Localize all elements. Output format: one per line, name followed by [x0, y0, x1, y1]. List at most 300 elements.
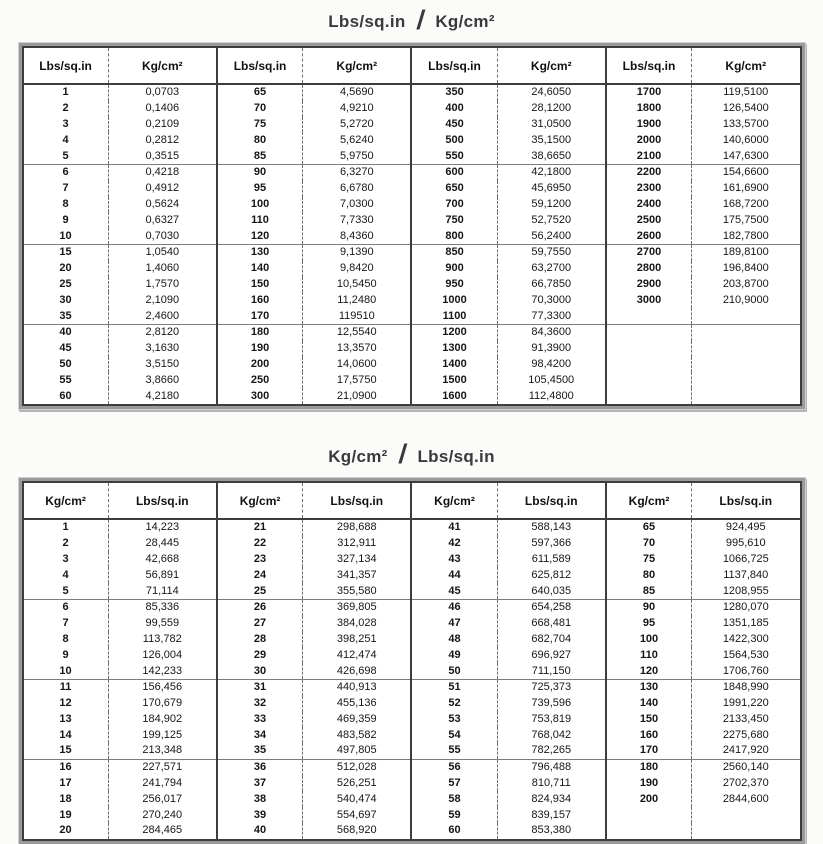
- source-value-cell: 7: [23, 181, 109, 197]
- table-row: [23, 132, 801, 148]
- converted-value-cell: 1280,070: [722, 601, 769, 614]
- converted-value-cell: 241,794: [108, 776, 217, 792]
- converted-value-cell: 126,5400: [722, 102, 769, 115]
- source-value-cell: 300: [217, 388, 303, 405]
- converted-value-cell: 1,4060: [108, 261, 217, 277]
- converted-value-cell: 119,5100: [723, 86, 769, 99]
- table-row: [23, 261, 801, 277]
- source-value-cell: 22: [217, 536, 303, 552]
- table-row: [23, 341, 801, 357]
- column-header: Kg/cm²: [303, 47, 412, 84]
- converted-value-cell: 42,668: [108, 552, 217, 568]
- converted-value-cell: 824,934: [497, 791, 606, 807]
- lbs-to-kg-section: [0, 0, 823, 409]
- converted-value-cell: 13,3570: [303, 341, 412, 357]
- source-value-cell: 10: [23, 228, 109, 244]
- table-row: [23, 388, 801, 405]
- table-row: [23, 84, 801, 101]
- source-value-cell: 12: [23, 696, 109, 712]
- source-value-cell: 900: [411, 261, 497, 277]
- column-header: Lbs/sq.in: [411, 47, 497, 84]
- source-value-cell: 190: [606, 776, 692, 792]
- column-header: Kg/cm²: [411, 482, 497, 519]
- source-value-cell: 41: [411, 519, 497, 536]
- source-value-cell: 1500: [411, 372, 497, 388]
- table-row: [23, 583, 801, 599]
- source-value-cell: 40: [217, 823, 303, 840]
- source-value-cell: 55: [411, 743, 497, 759]
- column-header: Lbs/sq.in: [217, 47, 303, 84]
- source-value-cell: 44: [411, 567, 497, 583]
- table-row: [23, 101, 801, 117]
- source-value-cell: 85: [606, 583, 692, 599]
- column-header: Lbs/sq.in: [303, 482, 412, 519]
- source-value-cell: 24: [217, 567, 303, 583]
- converted-value-cell: 753,819: [497, 712, 606, 728]
- source-value-cell: 140: [606, 696, 692, 712]
- converted-value-cell: 497,805: [303, 743, 412, 759]
- converted-value-cell: 161,6900: [722, 182, 769, 195]
- source-value-cell: 450: [411, 117, 497, 133]
- converted-value-cell: 3,8660: [108, 372, 217, 388]
- source-value-cell: 28: [217, 632, 303, 648]
- table-row: [23, 181, 801, 197]
- source-value-cell: 17: [23, 776, 109, 792]
- source-value-cell: 130: [606, 679, 692, 695]
- source-value-cell: [606, 324, 692, 340]
- source-value-cell: 4: [23, 567, 109, 583]
- source-value-cell: 150: [217, 277, 303, 293]
- source-value-cell: 26: [217, 599, 303, 615]
- converted-value-cell: 156,456: [108, 679, 217, 695]
- table-row: [23, 117, 801, 133]
- source-value-cell: 7: [23, 616, 109, 632]
- converted-value-cell: 0,7030: [108, 228, 217, 244]
- source-value-cell: [606, 388, 692, 405]
- converted-value-cell: 839,157: [497, 807, 606, 823]
- converted-value-cell: 17,5750: [303, 372, 412, 388]
- source-value-cell: 49: [411, 647, 497, 663]
- converted-value-cell: 24,6050: [497, 84, 606, 101]
- converted-value-cell: 554,697: [303, 807, 412, 823]
- converted-value-cell: 56,891: [108, 567, 217, 583]
- converted-value-cell: 2,8120: [108, 324, 217, 340]
- converted-value-cell: 483,582: [303, 727, 412, 743]
- source-value-cell: 100: [606, 632, 692, 648]
- source-value-cell: 110: [606, 647, 692, 663]
- converted-value-cell: 71,114: [108, 583, 217, 599]
- converted-value-cell: 140,6000: [722, 133, 769, 146]
- source-value-cell: [606, 807, 692, 823]
- converted-value-cell: 312,911: [303, 536, 412, 552]
- converted-value-cell: 2,1090: [108, 292, 217, 308]
- converted-value-cell: 1991,220: [722, 697, 769, 710]
- source-value-cell: 35: [217, 743, 303, 759]
- converted-value-cell: 5,6240: [303, 132, 412, 148]
- converted-value-cell: 9,8420: [303, 261, 412, 277]
- converted-value-cell: 2560,140: [722, 761, 769, 774]
- converted-value-cell: 31,0500: [497, 117, 606, 133]
- column-header: Lbs/sq.in: [606, 47, 692, 84]
- converted-value-cell: 38,6650: [497, 148, 606, 164]
- lbs-to-kg-table-frame: [19, 43, 805, 409]
- source-value-cell: 170: [606, 743, 692, 759]
- converted-value-cell: 2,4600: [108, 308, 217, 324]
- table-row: [23, 696, 801, 712]
- source-value-cell: 95: [217, 181, 303, 197]
- converted-value-cell: 355,580: [303, 583, 412, 599]
- kg-to-lbs-table-frame: [19, 478, 805, 844]
- table-row: [23, 228, 801, 244]
- table-row: [23, 164, 801, 180]
- converted-value-cell: 455,136: [303, 696, 412, 712]
- converted-value-cell: 0,2109: [108, 117, 217, 133]
- table-row: [23, 308, 801, 324]
- source-value-cell: 2100: [606, 148, 692, 164]
- converted-value-cell: 105,4500: [497, 372, 606, 388]
- converted-value-cell: 796,488: [497, 759, 606, 775]
- source-value-cell: 32: [217, 696, 303, 712]
- source-value-cell: 1: [23, 84, 109, 101]
- converted-value-cell: 63,2700: [497, 261, 606, 277]
- source-value-cell: 350: [411, 84, 497, 101]
- source-value-cell: 120: [217, 228, 303, 244]
- converted-value-cell: 42,1800: [497, 164, 606, 180]
- source-value-cell: 5: [23, 583, 109, 599]
- converted-value-cell: 369,805: [303, 599, 412, 615]
- column-header: Kg/cm²: [606, 482, 692, 519]
- source-value-cell: 1700: [606, 84, 692, 101]
- column-header: Kg/cm²: [23, 482, 109, 519]
- converted-value-cell: 4,2180: [108, 388, 217, 405]
- converted-value-cell: 696,927: [497, 647, 606, 663]
- kg-to-lbs-section: [0, 435, 823, 844]
- converted-value-cell: 91,3900: [497, 341, 606, 357]
- converted-value-cell: 668,481: [497, 616, 606, 632]
- table-row: [23, 357, 801, 373]
- converted-value-cell: 924,495: [725, 521, 766, 534]
- source-value-cell: [606, 341, 692, 357]
- converted-value-cell: 133,5700: [722, 117, 769, 130]
- converted-value-cell: 597,366: [497, 536, 606, 552]
- source-value-cell: 190: [217, 341, 303, 357]
- converted-value-cell: [692, 807, 801, 823]
- converted-value-cell: 7,0300: [303, 197, 412, 213]
- column-header: Kg/cm²: [497, 47, 606, 84]
- source-value-cell: 36: [217, 759, 303, 775]
- source-value-cell: [606, 823, 692, 840]
- converted-value-cell: 5,9750: [303, 148, 412, 164]
- converted-value-cell: 1706,760: [692, 663, 801, 679]
- column-header: Lbs/sq.in: [497, 482, 606, 519]
- converted-value-cell: 113,782: [108, 632, 217, 648]
- converted-value-cell: 568,920: [303, 823, 412, 840]
- table-row: [23, 212, 801, 228]
- title-slash: /: [397, 439, 409, 470]
- converted-value-cell: 14,223: [108, 519, 217, 536]
- source-value-cell: 5: [23, 148, 109, 164]
- source-value-cell: 30: [217, 663, 303, 679]
- converted-value-cell: 9,1390: [303, 244, 412, 260]
- source-value-cell: 6: [23, 164, 109, 180]
- source-value-cell: 8: [23, 632, 109, 648]
- converted-value-cell: 184,902: [108, 712, 217, 728]
- source-value-cell: 90: [606, 599, 692, 615]
- converted-value-cell: [692, 372, 801, 388]
- source-value-cell: 39: [217, 807, 303, 823]
- converted-value-cell: 3,1630: [108, 341, 217, 357]
- converted-value-cell: 2133,450: [722, 712, 769, 725]
- converted-value-cell: 182,7800: [692, 228, 801, 244]
- source-value-cell: 45: [411, 583, 497, 599]
- source-value-cell: 30: [23, 292, 109, 308]
- converted-value-cell: 84,3600: [497, 324, 606, 340]
- source-value-cell: 180: [606, 759, 692, 775]
- converted-value-cell: 1422,300: [722, 632, 769, 645]
- source-value-cell: 50: [411, 663, 497, 679]
- source-value-cell: 2600: [606, 228, 692, 244]
- converted-value-cell: 8,4360: [303, 228, 412, 244]
- source-value-cell: 11: [23, 679, 109, 695]
- converted-value-cell: 168,7200: [722, 197, 769, 210]
- source-value-cell: 800: [411, 228, 497, 244]
- source-value-cell: 18: [23, 791, 109, 807]
- source-value-cell: 43: [411, 552, 497, 568]
- source-value-cell: 9: [23, 212, 109, 228]
- source-value-cell: 14: [23, 727, 109, 743]
- source-value-cell: 15: [23, 244, 109, 260]
- source-value-cell: 500: [411, 132, 497, 148]
- source-value-cell: 25: [23, 277, 109, 293]
- converted-value-cell: 1137,840: [723, 568, 769, 581]
- table-row: [23, 727, 801, 743]
- converted-value-cell: 21,0900: [303, 388, 412, 405]
- source-value-cell: 48: [411, 632, 497, 648]
- source-value-cell: 120: [606, 663, 692, 679]
- source-value-cell: 75: [606, 552, 692, 568]
- table-row: [23, 712, 801, 728]
- converted-value-cell: 810,711: [497, 776, 606, 792]
- source-value-cell: 1100: [411, 308, 497, 324]
- title-unit-right: Lbs/sq.in: [417, 446, 495, 466]
- converted-value-cell: 0,4218: [108, 164, 217, 180]
- title-slash: /: [415, 4, 426, 35]
- lbs-to-kg-table: [22, 46, 802, 406]
- source-value-cell: 85: [217, 148, 303, 164]
- column-header: Kg/cm²: [692, 47, 801, 84]
- source-value-cell: 20: [23, 261, 109, 277]
- source-value-cell: 2500: [606, 212, 692, 228]
- converted-value-cell: 512,028: [303, 759, 412, 775]
- converted-value-cell: 384,028: [303, 616, 412, 632]
- converted-value-cell: 256,017: [108, 791, 217, 807]
- source-value-cell: 200: [606, 791, 692, 807]
- converted-value-cell: 725,373: [497, 679, 606, 695]
- source-value-cell: 130: [217, 244, 303, 260]
- source-value-cell: 60: [411, 823, 497, 840]
- converted-value-cell: 45,6950: [497, 181, 606, 197]
- source-value-cell: 23: [217, 552, 303, 568]
- table-row: [23, 807, 801, 823]
- converted-value-cell: 154,6600: [722, 166, 769, 179]
- converted-value-cell: 341,357: [303, 567, 412, 583]
- source-value-cell: 21: [217, 519, 303, 536]
- converted-value-cell: 0,4912: [108, 181, 217, 197]
- source-value-cell: 3: [23, 117, 109, 133]
- converted-value-cell: 112,4800: [497, 388, 606, 405]
- converted-value-cell: [692, 308, 801, 324]
- table-row: [23, 244, 801, 260]
- table-row: [23, 277, 801, 293]
- converted-value-cell: 142,233: [108, 663, 217, 679]
- title-unit-right: Kg/cm²: [435, 12, 495, 31]
- source-value-cell: 160: [606, 727, 692, 743]
- converted-value-cell: 2702,370: [722, 777, 769, 790]
- column-header: Kg/cm²: [217, 482, 303, 519]
- source-value-cell: 1800: [606, 101, 692, 117]
- source-value-cell: 40: [23, 324, 109, 340]
- converted-value-cell: 119510: [303, 308, 412, 324]
- source-value-cell: 140: [217, 261, 303, 277]
- converted-value-cell: 7,7330: [303, 212, 412, 228]
- converted-value-cell: 11,2480: [303, 292, 412, 308]
- column-header: Kg/cm²: [108, 47, 217, 84]
- source-value-cell: 600: [411, 164, 497, 180]
- source-value-cell: 46: [411, 599, 497, 615]
- source-value-cell: 16: [23, 759, 109, 775]
- table-row: [23, 567, 801, 583]
- source-value-cell: 29: [217, 647, 303, 663]
- converted-value-cell: 682,704: [497, 632, 606, 648]
- converted-value-cell: 640,035: [497, 583, 606, 599]
- converted-value-cell: 199,125: [108, 727, 217, 743]
- converted-value-cell: 10,5450: [303, 277, 412, 293]
- source-value-cell: 19: [23, 807, 109, 823]
- source-value-cell: [606, 372, 692, 388]
- table-row: [23, 292, 801, 308]
- converted-value-cell: 398,251: [303, 632, 412, 648]
- source-value-cell: 1: [23, 519, 109, 536]
- source-value-cell: 6: [23, 599, 109, 615]
- source-value-cell: 100: [217, 197, 303, 213]
- converted-value-cell: 77,3300: [497, 308, 606, 324]
- source-value-cell: 60: [23, 388, 109, 405]
- source-value-cell: 56: [411, 759, 497, 775]
- source-value-cell: 9: [23, 647, 109, 663]
- converted-value-cell: 1848,990: [722, 681, 769, 694]
- converted-value-cell: 2275,680: [722, 728, 769, 741]
- converted-value-cell: 1208,955: [692, 583, 801, 599]
- converted-value-cell: 284,465: [108, 823, 217, 840]
- converted-value-cell: 147,6300: [692, 148, 801, 164]
- converted-value-cell: 170,679: [108, 696, 217, 712]
- kg-to-lbs-table: [22, 481, 802, 841]
- converted-value-cell: 99,559: [108, 616, 217, 632]
- converted-value-cell: 853,380: [497, 823, 606, 840]
- converted-value-cell: 189,8100: [722, 246, 769, 259]
- converted-value-cell: [692, 341, 801, 357]
- table-row: [23, 148, 801, 164]
- table-row: [23, 679, 801, 695]
- source-value-cell: 200: [217, 357, 303, 373]
- source-value-cell: 52: [411, 696, 497, 712]
- source-value-cell: 1400: [411, 357, 497, 373]
- converted-value-cell: 298,688: [303, 519, 412, 536]
- converted-value-cell: 203,8700: [722, 277, 769, 290]
- converted-value-cell: 711,150: [497, 663, 606, 679]
- converted-value-cell: 270,240: [108, 807, 217, 823]
- source-value-cell: 65: [217, 84, 303, 101]
- source-value-cell: 700: [411, 197, 497, 213]
- source-value-cell: 2000: [606, 132, 692, 148]
- converted-value-cell: 28,445: [108, 536, 217, 552]
- table-row: [23, 759, 801, 775]
- source-value-cell: 1000: [411, 292, 497, 308]
- source-value-cell: 65: [606, 519, 692, 536]
- source-value-cell: 31: [217, 679, 303, 695]
- table-row: [23, 791, 801, 807]
- converted-value-cell: [692, 357, 801, 373]
- source-value-cell: 2200: [606, 164, 692, 180]
- converted-value-cell: 52,7520: [497, 212, 606, 228]
- converted-value-cell: 0,2812: [108, 132, 217, 148]
- source-value-cell: 58: [411, 791, 497, 807]
- source-value-cell: 1200: [411, 324, 497, 340]
- source-value-cell: 850: [411, 244, 497, 260]
- converted-value-cell: 0,6327: [108, 212, 217, 228]
- source-value-cell: 37: [217, 776, 303, 792]
- title-unit-left: Lbs/sq.in: [328, 12, 406, 31]
- converted-value-cell: 210,9000: [722, 293, 769, 306]
- source-value-cell: 59: [411, 807, 497, 823]
- column-header: Lbs/sq.in: [23, 47, 109, 84]
- table-row: [23, 663, 801, 679]
- table-row: [23, 632, 801, 648]
- source-value-cell: 950: [411, 277, 497, 293]
- converted-value-cell: 995,610: [725, 537, 766, 550]
- converted-value-cell: 14,0600: [303, 357, 412, 373]
- converted-value-cell: 1066,725: [722, 552, 769, 565]
- source-value-cell: 54: [411, 727, 497, 743]
- source-value-cell: 57: [411, 776, 497, 792]
- table-row: [23, 324, 801, 340]
- converted-value-cell: 2844,600: [722, 792, 769, 805]
- source-value-cell: 2900: [606, 277, 692, 293]
- converted-value-cell: 782,265: [497, 743, 606, 759]
- converted-value-cell: 0,3515: [108, 148, 217, 164]
- header-row: [23, 47, 801, 84]
- table-row: [23, 616, 801, 632]
- lbs-to-kg-title: [0, 0, 823, 37]
- converted-value-cell: 0,0703: [108, 84, 217, 101]
- converted-value-cell: 739,596: [497, 696, 606, 712]
- converted-value-cell: 6,3270: [303, 164, 412, 180]
- source-value-cell: 34: [217, 727, 303, 743]
- table-row: [23, 519, 801, 536]
- source-value-cell: 42: [411, 536, 497, 552]
- source-value-cell: 650: [411, 181, 497, 197]
- converted-value-cell: 196,8400: [722, 262, 769, 275]
- source-value-cell: 1600: [411, 388, 497, 405]
- converted-value-cell: 59,7550: [497, 244, 606, 260]
- source-value-cell: 51: [411, 679, 497, 695]
- converted-value-cell: 59,1200: [497, 197, 606, 213]
- source-value-cell: 47: [411, 616, 497, 632]
- table-row: [23, 536, 801, 552]
- source-value-cell: 38: [217, 791, 303, 807]
- converted-value-cell: 327,134: [303, 552, 412, 568]
- converted-value-cell: 12,5540: [303, 324, 412, 340]
